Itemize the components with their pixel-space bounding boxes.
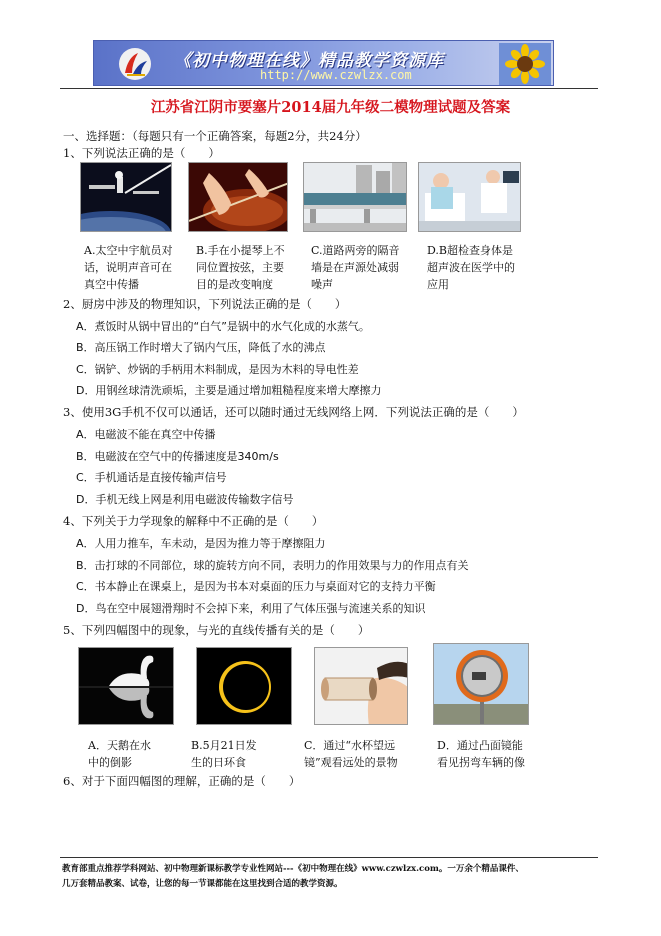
ultrasound-photo [418,162,521,232]
q3-option-b: B．电磁波在空气中的传播速度是340m/s [76,450,279,463]
question-5-stem: 5、下列四幅图中的现象，与光的直线传播有关的是（ ） [63,623,370,637]
question-2-stem: 2、厨房中涉及的物理知识，下列说法正确的是（ ） [63,297,347,311]
violin-photo [188,162,288,232]
solar-eclipse-photo [196,647,292,725]
header-rule [60,88,598,89]
q4-option-a: A．人用力推车，车未动，是因为推力等于摩擦阻力 [76,537,326,550]
q2-option-b: B．高压锅工作时增大了锅内气压，降低了水的沸点 [76,341,326,354]
question-6-stem: 6、对于下面四幅图的理解，正确的是（ ） [63,774,301,788]
q4-option-b: B．击打球的不同部位，球的旋转方向不同，表明力的作用效果与力的作用点有关 [76,559,469,572]
sound-barrier-photo [303,162,407,232]
q4-option-c: C．书本静止在课桌上，是因为书本对桌面的压力与桌面对它的支持力平衡 [76,580,436,593]
question-1-stem: 1、下列说法正确的是（ ） [63,146,220,160]
question-4-stem: 4、下列关于力学现象的解释中不正确的是（ ） [63,514,324,528]
section-heading: 一、选择题：（每题只有一个正确答案，每题2分，共24分） [63,129,367,143]
banner-url: http://www.czwlzx.com [260,68,412,82]
q4-option-d: D．鸟在空中展翅滑翔时不会掉下来，利用了气体压强与流速关系的知识 [76,602,426,615]
q3-option-c: C．手机通话是直接传输声信号 [76,471,227,484]
q1-option-b: B.手在小提琴上不 同位置按弦，主要 目的是改变响度 [196,244,285,291]
site-banner [93,40,554,86]
sunflower-icon [499,43,551,85]
footer-line-2: 几万套精品教案、试卷，让您的每一节课都能在这里找到合适的教学资源。 [62,879,343,889]
site-logo-icon [118,47,152,81]
q2-option-d: D．用钢丝球清洗顽垢，主要是通过增加粗糙程度来增大摩擦力 [76,384,382,397]
astronaut-photo [80,162,172,232]
footer-line-1: 教育部重点推荐学科网站、初中物理新课标教学专业性网站---《初中物理在线》www.czwlzx.com。一万余个精品课件、 [62,864,524,874]
q5-option-d: D．通过凸面镜能 看见拐弯车辆的像 [437,739,525,769]
q5-option-a: A．天鹅在水 中的倒影 [88,739,151,769]
page-title: 江苏省江阴市要塞片2014届九年级二模物理试题及答案 [150,99,511,116]
q5-option-c: C．通过“水杯望远 镜”观看远处的景物 [304,739,398,769]
q1-option-d: D.B超检查身体是 超声波在医学中的 应用 [427,244,515,291]
q1-option-a: A.太空中宇航员对 话，说明声音可在 真空中传播 [84,244,173,291]
q2-option-c: C．锅铲、炒锅的手柄用木料制成，是因为木料的导电性差 [76,363,359,376]
banner-title: 《初中物理在线》精品教学资源库 [174,51,444,71]
q2-option-a: A．煮饭时从锅中冒出的“白气”是锅中的水气化成的水蒸气。 [76,320,370,333]
q1-option-c: C.道路两旁的隔音 墙是在声源处减弱 噪声 [311,244,400,291]
q3-option-d: D．手机无线上网是利用电磁波传输数字信号 [76,493,294,506]
cup-telescope-photo [314,647,408,725]
footer-rule [60,857,598,858]
convex-mirror-photo [433,643,529,725]
q5-option-b: B.5月21日发 生的日环食 [191,739,257,769]
q3-option-a: A．电磁波不能在真空中传播 [76,428,216,441]
swan-reflection-photo [78,647,174,725]
question-3-stem: 3、使用3G手机不仅可以通话，还可以随时通过无线网络上网．下列说法正确的是（ ） [63,405,524,419]
